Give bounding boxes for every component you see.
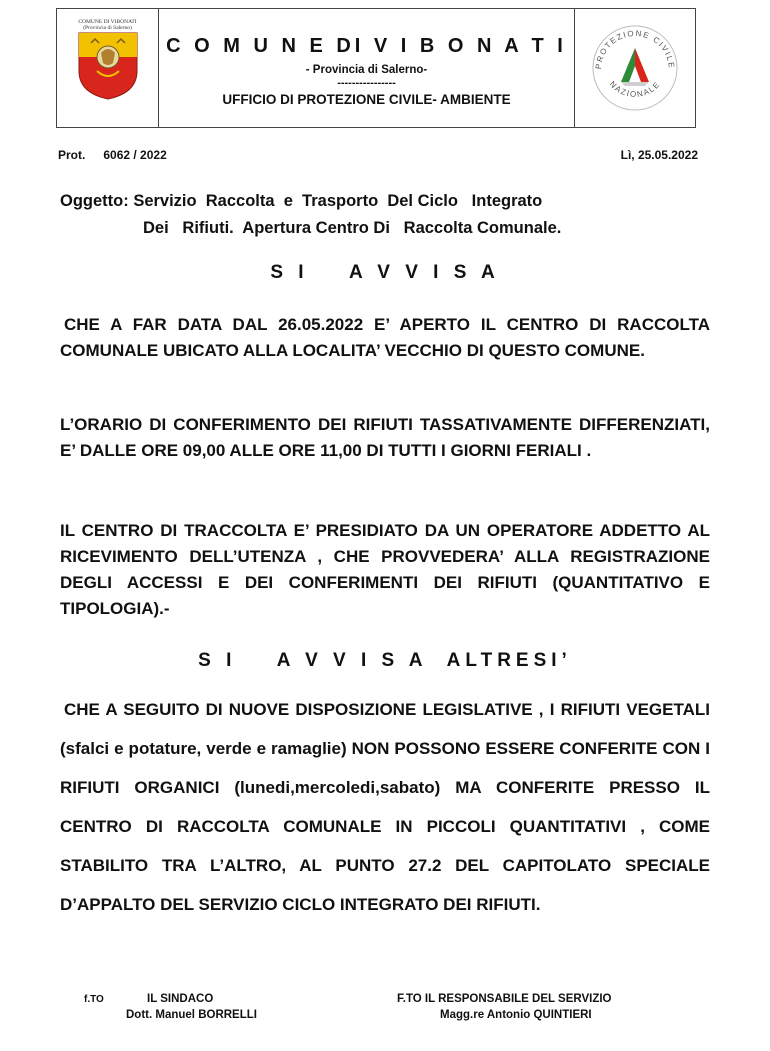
- paragraph-hours: L’ORARIO DI CONFERIMENTO DEI RIFIUTI TASSATIVAMENTE DIFFERENZIATI, E’ DALLE ORE 09,00 ALLE ORE 11,00 DI TUTTI I GIORNI FERIALI .: [60, 415, 710, 460]
- signature-mayor: [84, 992, 213, 1007]
- paragraph-operator: IL CENTRO DI TRACCOLTA E’ PRESIDIATO DA UN OPERATORE ADDETTO AL RICEVIMENTO DELL’UTENZA , CHE PROVVEDERA’ ALLA REGISTRAZIONE DEGLI ACCESSI E DEI CONFERIMENTI DEI RIFIUTI (QUANTITATIVO E TIPOLOGIA).-: [60, 521, 710, 618]
- logo-text-top: PROTEZIONE CIVILE: [593, 28, 677, 70]
- document-date: Lì, 25.05.2022: [620, 148, 698, 162]
- crest-box: [57, 9, 159, 127]
- municipality-name: C O M U N E DI V I B O N A T I: [166, 35, 567, 57]
- paragraph-opening: CHE A FAR DATA DAL 26.05.2022 E’ APERTO IL CENTRO DI RACCOLTA COMUNALE UBICATO ALLA LOCALITA’ VECCHIO DI QUESTO COMUNE.: [60, 315, 710, 360]
- notice-title: S I A V V I S A: [270, 262, 500, 283]
- letterhead: [56, 8, 696, 128]
- subject: [60, 188, 720, 242]
- subject-line-1: Oggetto: Servizio Raccolta e Trasporto Del Ciclo Integrato: [60, 192, 543, 210]
- province: - Provincia di Salerno-: [305, 64, 428, 76]
- notice-title-altresi: S I A V V I S A ALTRESI’: [198, 650, 572, 671]
- crest-caption-1: COMUNE DI VIBONATI: [78, 19, 137, 25]
- coat-of-arms-icon: [77, 31, 139, 101]
- protocol-number: [58, 148, 167, 162]
- subject-line-2: Dei Rifiuti. Apertura Centro Di Raccolta Comunale.: [143, 219, 562, 237]
- signature-manager-name: Magg.re Antonio QUINTIERI: [440, 1009, 592, 1021]
- crest-caption-2: (Provincia di Salerno): [83, 25, 132, 31]
- signature-manager-title: F.TO IL RESPONSABILE DEL SERVIZIO: [397, 993, 612, 1005]
- logo-text-bottom: NAZIONALE: [607, 79, 663, 99]
- office-name: UFFICIO DI PROTEZIONE CIVILE- AMBIENTE: [222, 92, 511, 107]
- paragraph-green-waste: CHE A SEGUITO DI NUOVE DISPOSIZIONE LEGISLATIVE , I RIFIUTI VEGETALI (sfalci e potature, verde e ramaglie) NON POSSONO ESSERE CONFERITE CON I RIFIUTI ORGANICI (lunedi,mercoledi,sabato) MA CONFERITE PRESSO IL CENTRO DI RACCOLTA COMUNALE IN PICCOLI QUANTITATIVI , COME STABILITO TRA L’ALTRO, AL PUNTO 27.2 DEL CAPITOLATO SPECIALE D’APPALTO DEL SERVIZIO CICLO INTEGRATO DEI RIFIUTI.: [60, 700, 710, 914]
- civil-protection-logo: [574, 9, 695, 127]
- signature-mayor-name: Dott. Manuel BORRELLI: [126, 1009, 257, 1021]
- protocol-value: 6062 / 2022: [103, 148, 167, 162]
- separator-dashes: ----------------: [337, 77, 396, 89]
- letterhead-center: [159, 9, 574, 127]
- protocol-label: Prot.: [58, 148, 86, 162]
- signature-fto-left: f.TO: [84, 994, 104, 1005]
- signature-mayor-title: IL SINDACO: [147, 993, 214, 1005]
- civil-protection-logo-icon: [587, 20, 683, 116]
